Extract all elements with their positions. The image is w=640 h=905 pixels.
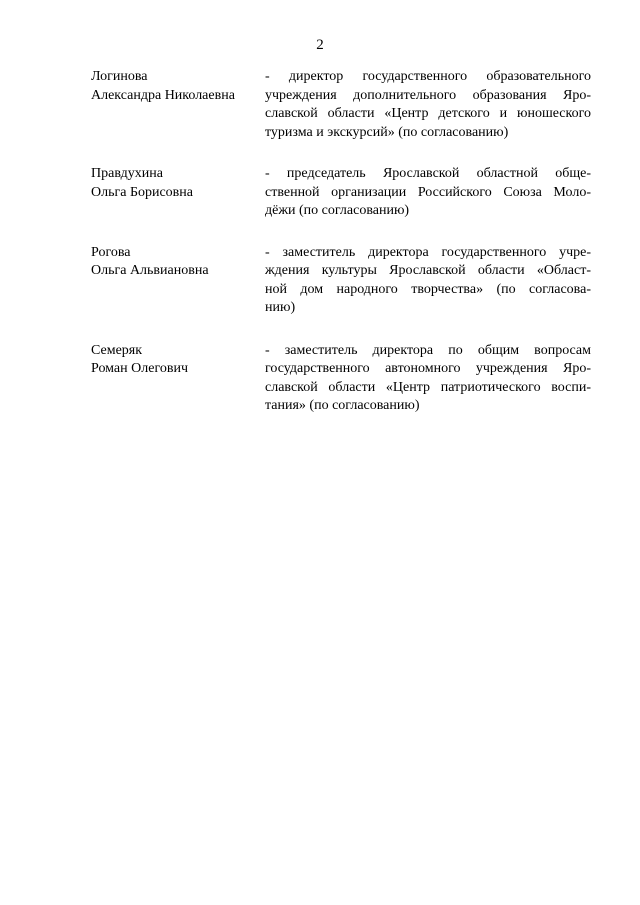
role-line: ной дом народного творчества» (по согласова- [265, 281, 591, 297]
member-entry [91, 342, 591, 416]
member-entry [91, 244, 591, 318]
role-line: - заместитель директора по общим вопросам [265, 342, 591, 358]
member-surname: Семеряк [91, 342, 143, 358]
role-line: государственного автономного учреждения Яро- [265, 361, 591, 376]
member-name [91, 244, 265, 318]
role-line: тания» (по согласованию) [265, 398, 420, 413]
role-line: ственной организации Российского Союза Моло- [265, 184, 591, 200]
role-line: - директор государственного образовательного [265, 69, 591, 84]
member-given-names: Александра Николаевна [91, 87, 235, 103]
member-entry [91, 68, 591, 142]
member-surname: Правдухина [91, 166, 163, 181]
member-role [265, 68, 591, 142]
member-entry [91, 165, 591, 221]
members-list [91, 68, 591, 439]
role-line: ждения культуры Ярославской области «Област- [265, 263, 591, 278]
member-name [91, 68, 265, 142]
page-number: 2 [316, 37, 324, 53]
member-given-names: Ольга Альвиановна [91, 263, 209, 278]
role-line: - председатель Ярославской областной обще- [265, 166, 591, 181]
member-surname: Логинова [91, 69, 148, 84]
role-line: нию) [265, 300, 296, 315]
member-role [265, 342, 591, 416]
role-line: туризма и экскурсий» (по согласованию) [265, 124, 509, 140]
role-line: славской области «Центр патриотического воспи- [265, 379, 591, 395]
member-name [91, 342, 265, 416]
member-name [91, 165, 265, 221]
role-line: славской области «Центр детского и юношеского [265, 106, 591, 121]
member-role [265, 244, 591, 318]
member-given-names: Ольга Борисовна [91, 184, 193, 200]
member-surname: Рогова [91, 244, 131, 260]
role-line: - заместитель директора государственного учре- [265, 244, 591, 260]
role-line: учреждения дополнительного образования Яро- [265, 87, 591, 103]
role-line: дёжи (по согласованию) [265, 203, 410, 218]
member-given-names: Роман Олегович [91, 361, 188, 376]
member-role [265, 165, 591, 221]
